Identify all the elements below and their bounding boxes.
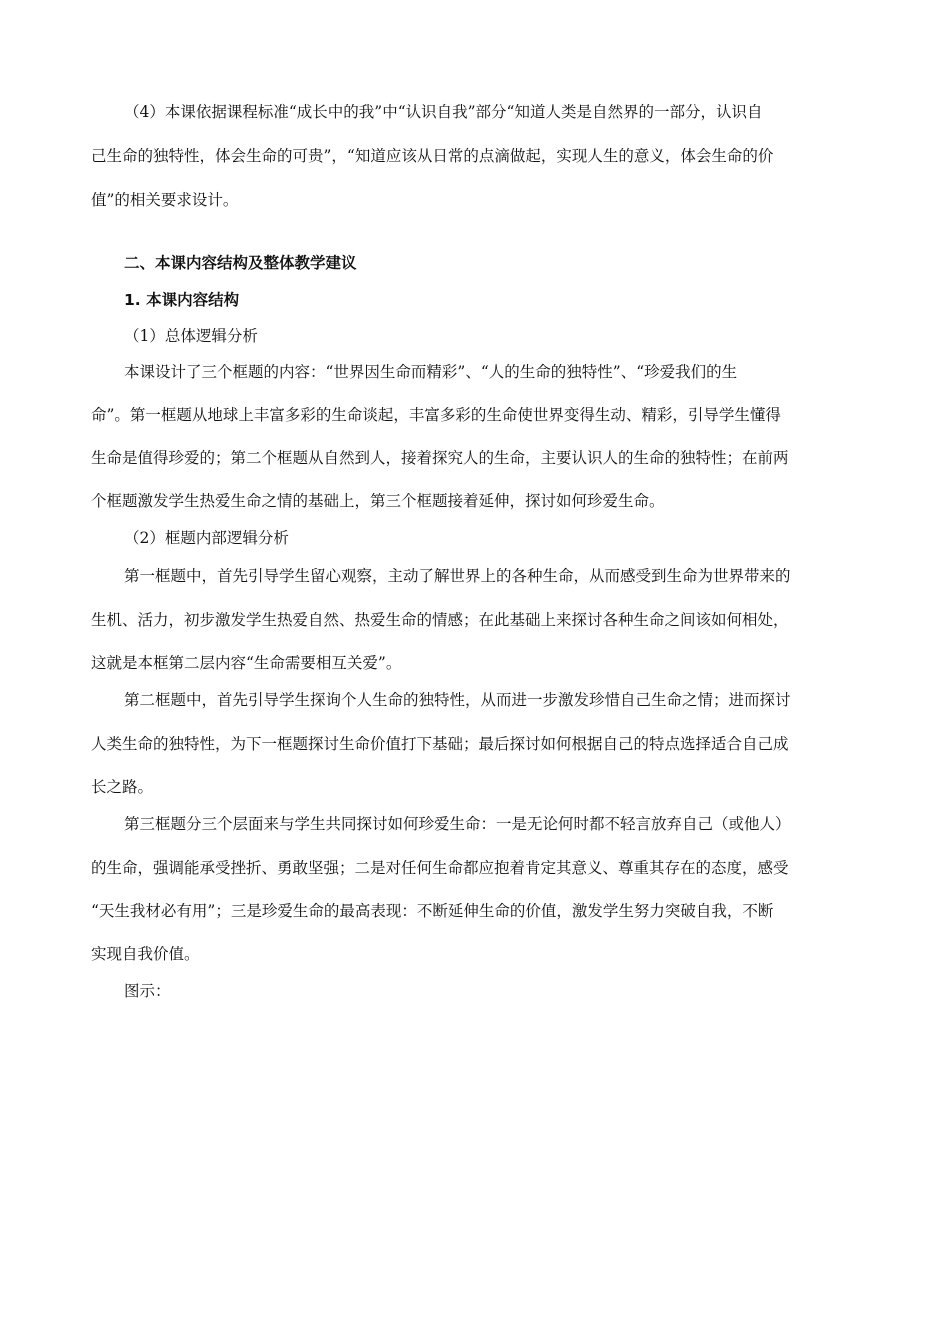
paragraph-4-line-3: 值”的相关要求设计。: [91, 191, 239, 209]
part1-line-1: 本课设计了三个框题的内容：“世界因生命而精彩”、“人的生命的独特性”、“珍爱我们的生: [124, 363, 738, 381]
part2-para2-line-1: 第二框题中，首先引导学生探询个人生命的独特性，从而进一步激发珍惜自己生命之情；进而探讨: [124, 691, 791, 709]
part2-para3-line-4: 实现自我价值。: [91, 945, 200, 963]
part1-title: （1）总体逻辑分析: [124, 327, 258, 345]
paragraph-4-line-1: （4）本课依据课程标准“成长中的我”中“认识自我”部分“知道人类是自然界的一部分，认识自: [124, 103, 763, 121]
part1-line-3: 生命是值得珍爱的；第二个框题从自然到人，接着探究人的生命，主要认识人的生命的独特性；在前两: [91, 449, 789, 467]
part2-title: （2）框题内部逻辑分析: [124, 529, 289, 547]
figure-label: 图示：: [124, 982, 171, 1000]
part2-para1-line-3: 这就是本框第二层内容“生命需要相互关爱”。: [91, 654, 402, 672]
part2-para1-line-1: 第一框题中，首先引导学生留心观察，主动了解世界上的各种生命，从而感受到生命为世界带来的: [124, 567, 791, 585]
part2-para1-line-2: 生机、活力，初步激发学生热爱自然、热爱生命的情感；在此基础上来探讨各种生命之间该如何相处，: [91, 611, 789, 629]
part2-para3-line-2: 的生命，强调能承受挫折、勇敢坚强；二是对任何生命都应抱着肯定其意义、尊重其存在的态度，感受: [91, 859, 789, 877]
part1-line-2: 命”。第一框题从地球上丰富多彩的生命谈起，丰富多彩的生命使世界变得生动、精彩，引导学生懂得: [91, 406, 781, 424]
part1-line-4: 个框题激发学生热爱生命之情的基础上，第三个框题接着延伸，探讨如何珍爱生命。: [91, 492, 665, 510]
section-heading: 二、本课内容结构及整体教学建议: [124, 254, 357, 272]
paragraph-4-line-2: 己生命的独特性，体会生命的可贵”，“知道应该从日常的点滴做起，实现人生的意义，体会生命的价: [91, 147, 774, 165]
subsection-heading: 1. 本课内容结构: [124, 291, 240, 309]
part2-para2-line-2: 人类生命的独特性，为下一框题探讨生命价值打下基础；最后探讨如何根据自己的特点选择适合自己成: [91, 735, 789, 753]
part2-para3-line-1: 第三框题分三个层面来与学生共同探讨如何珍爱生命：一是无论何时都不轻言放弃自己（或他人）: [124, 815, 791, 833]
part2-para2-line-3: 长之路。: [91, 778, 154, 796]
part2-para3-line-3: “天生我材必有用”；三是珍爱生命的最高表现：不断延伸生命的价值，激发学生努力突破自我，不断: [91, 902, 774, 920]
